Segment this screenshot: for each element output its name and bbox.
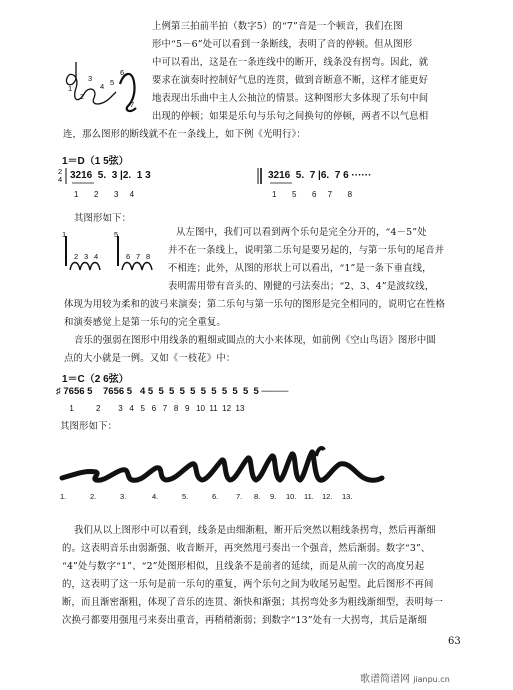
shape-label-1: 其图形如下： [74, 213, 132, 224]
example-2-score [56, 382, 506, 418]
p1-line-1: 形中“5－6”处可以看到一条断线，表明了音的停顿。但从图形 [152, 39, 413, 50]
stroke-num-10: 10. [286, 492, 297, 501]
paragraph-1 [63, 18, 506, 144]
example-1-score [58, 168, 498, 198]
example-1-key: 1＝D（1 5弦） [62, 156, 129, 167]
loop-num-4: 4 [100, 82, 105, 91]
stroke-num-12: 12. [322, 492, 333, 501]
stroke-num-5: 5. [182, 492, 189, 501]
p3-line-3: 的，这表明了这一乐句是前一乐句的重复，两个乐句之间为收尾另起型。此后图形不再间 [62, 579, 434, 590]
p1-line-6: 连，那么图形的断线就不在一条线上，如下例《光明行》： [63, 129, 306, 140]
p3-line-2: “4”处与数字“1”、“2”处图形相似，且线条不是前者的延续，而是从前一次的高度另起 [62, 561, 425, 572]
p1-line-4: 地表现出乐曲中主人公抽泣的情景。这种图形大多体现了乐句中间 [152, 93, 429, 104]
loop-num-1: 1 [68, 84, 73, 93]
stroke-num-11: 11. [304, 492, 314, 501]
p3-line-1: 的。这表明音乐由弱渐强、收音断开，再突然甩弓奏出一个强音，然后渐弱。数字“3”、 [62, 543, 431, 554]
wave-num-5: 5 [114, 230, 119, 239]
p3-line-5: 次换弓都要用强甩弓来奏出重音，再稍稍渐弱；到数字“13”处有一大拐弯，其后是渐细 [62, 615, 428, 626]
example-1-barlines [58, 168, 498, 198]
p2-line-7: 点的大小就是一例。又如《一枝花》中： [64, 353, 236, 364]
nums-a: 1 2 3 4 [74, 190, 135, 199]
p1-line-2: 中可以看出，这是在一条连线中的断开，线条没有拐弯。因此，就 [152, 57, 429, 68]
wave-num-6: 6 [126, 252, 131, 261]
paragraph-3 [62, 522, 506, 630]
loop-num-7: 7 [130, 100, 135, 109]
measures-a: 3216 5. 3 |2. 1 3 [70, 170, 151, 181]
p1-line-5: 出现的停顿；如果是乐句与乐句之间换句的停顿，两者不以气息相 [152, 111, 429, 122]
p3-line-0: 我们从以上图形中可以看到，线条是由细渐粗，断开后突然以粗线条拐弯，然后再渐细 [74, 525, 436, 536]
stroke-num-7: 7. [236, 492, 243, 501]
site-footer[interactable] [360, 670, 450, 685]
example-2-key: 1＝C（2 6弦） [62, 374, 129, 385]
measures-b: 3216 5. 7 |6. 7 6 ······ [268, 170, 372, 181]
stroke-num-1: 1. [60, 492, 67, 501]
stroke-shape-drawing [56, 438, 466, 496]
wave-num-4: 4 [94, 252, 99, 261]
wave-num-7: 7 [136, 252, 141, 261]
p2-line-1: 并不在一条线上，说明第二乐句是要另起的，与第一乐句的尾音并 [168, 245, 445, 256]
p2-line-0: 从左图中，我们可以看到两个乐句是完全分开的，“4－5”处 [176, 227, 427, 238]
paragraph-2 [64, 224, 504, 368]
wave-num-2: 2 [74, 252, 79, 261]
wave-num-1: 1 [62, 230, 67, 239]
p2-line-5: 和演奏感觉上是第一乐句的完全重复。 [64, 317, 226, 328]
stroke-num-3: 3. [120, 492, 127, 501]
nums-b: 1 5 6 7 8 [272, 190, 353, 199]
stroke-num-6: 6. [212, 492, 219, 501]
loop-num-2: 2 [80, 92, 85, 101]
stroke-num-13: 13. [342, 492, 353, 501]
stroke-num-2: 2. [90, 492, 97, 501]
stroke-num-4: 4. [152, 492, 159, 501]
footer-url: jianpu.cn [413, 675, 450, 684]
shape-label-2: 其图形如下： [60, 421, 118, 432]
stroke-num-8: 8. [254, 492, 261, 501]
wave-num-8: 8 [146, 252, 151, 261]
time-signature: 2 4 [58, 167, 63, 184]
p2-line-2: 不相连；此外，从图的形状上可以看出，“1”是一条下垂直线， [168, 263, 432, 274]
example-2-nums: 1 2 3 4 5 6 7 8 9 10 11 12 13 [56, 404, 245, 413]
wave-num-3: 3 [84, 252, 89, 261]
stroke-num-9: 9. [270, 492, 277, 501]
stroke-numbers [60, 492, 380, 504]
loop-num-6: 6 [120, 68, 125, 77]
p1-line-3: 要求在演奏时控制好气息的连贯，做到音断意不断，这样才能更好 [152, 75, 429, 86]
p2-line-6: 音乐的强弱在图形中用线条的粗细或圆点的大小来体现，如前例《空山鸟语》图形中圆 [74, 335, 436, 346]
p1-line-0: 上例第三拍前半拍（数字5）的“7”音是一个顿音，我们在图 [152, 21, 403, 32]
loop-num-3: 3 [88, 74, 93, 83]
example-2-notes: ♯ 7656 5 7656 5 4 5 5 5 5 5 5 5 5 5 5 5 ──── [56, 386, 289, 397]
p2-line-4: 体现为用较为柔和的波弓来演奏；第二乐句与第一乐句的图形是完全相同的，说明它在性格 [64, 299, 446, 310]
loop-num-5: 5 [110, 78, 115, 87]
p2-line-3: 表明需用带有音头的、刚健的弓法奏出；“2、3、4”是波纹线， [168, 281, 435, 292]
page-number: 63 [448, 636, 461, 647]
footer-text: 歌谱简谱网 [360, 674, 410, 685]
p3-line-4: 断，而且渐密渐粗，体现了音乐的连贯、渐快和渐强；其拐弯处多为粗线渐细型，表明每一 [62, 597, 444, 608]
